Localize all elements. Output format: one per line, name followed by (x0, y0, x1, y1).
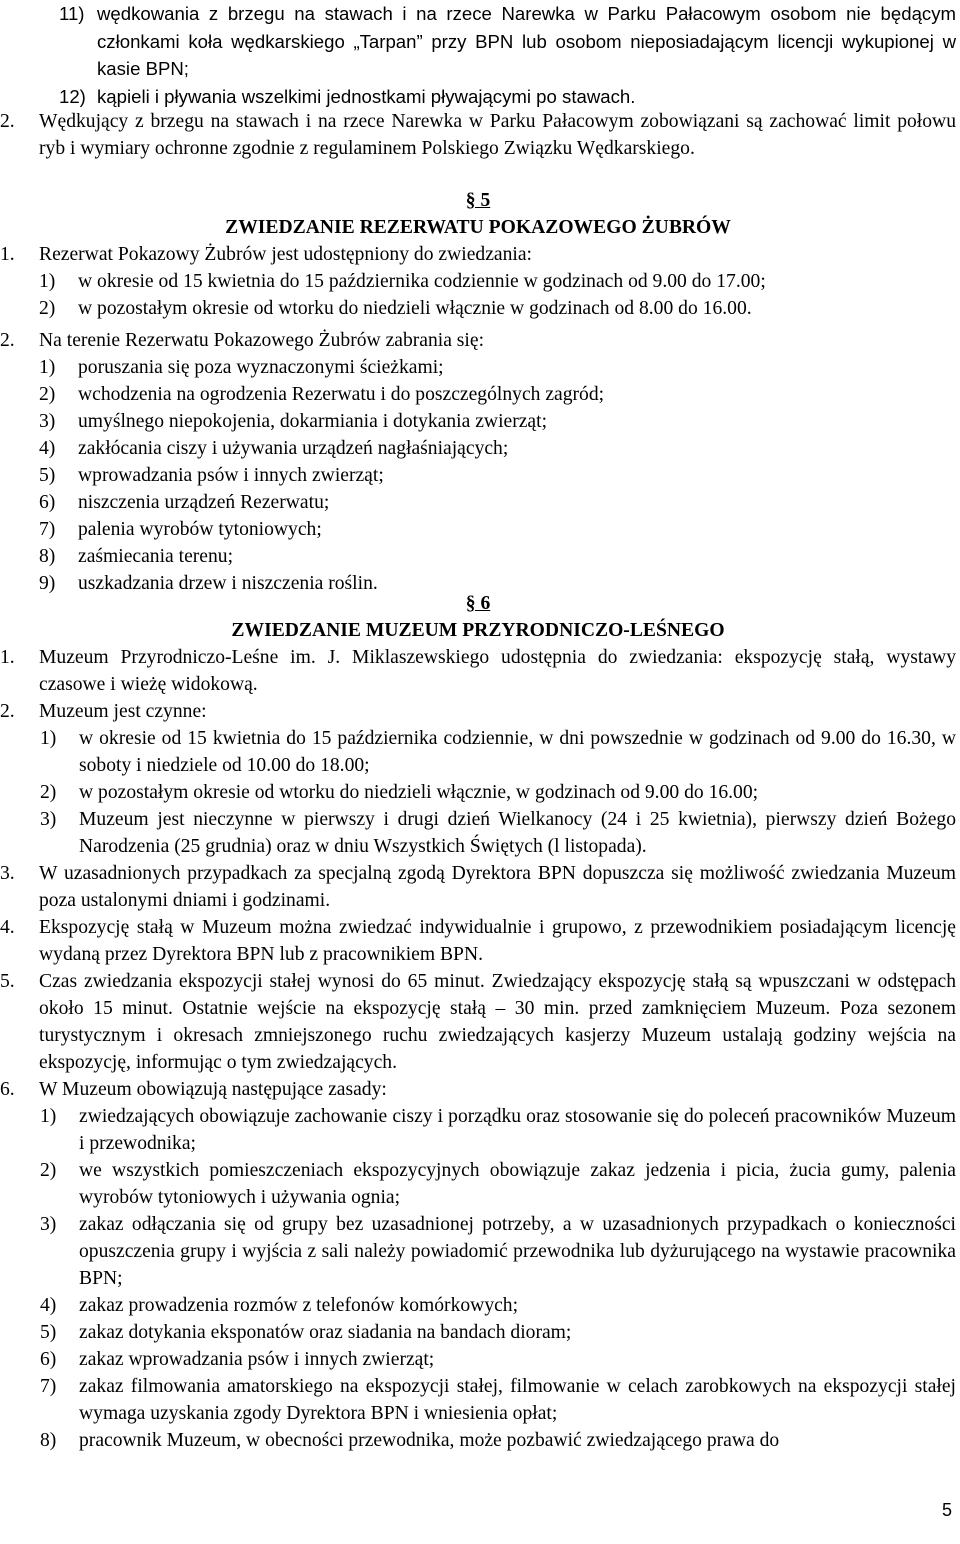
paragraph-1 (0, 241, 956, 268)
section-title: ZWIEDZANIE MUZEUM PRZYRODNICZO-LEŚNEGO (231, 620, 725, 641)
list-item (0, 1373, 956, 1427)
paragraph-text: Muzeum jest czynne: (39, 701, 207, 722)
paragraph-text: Rezerwat Pokazowy Żubrów jest udostępniony do zwiedzania: (39, 244, 532, 265)
list-item (0, 1319, 956, 1346)
list-item (0, 381, 956, 408)
item-text: w okresie od 15 kwietnia do 15 października codziennie w godzinach od 9.00 do 17.00; (78, 271, 766, 292)
list-item (0, 1211, 956, 1292)
list-item (0, 1427, 956, 1454)
list-item (0, 516, 956, 543)
item-number: 1) (39, 271, 56, 292)
item-number: 6) (40, 1349, 57, 1370)
item-number: 5) (39, 465, 56, 486)
paragraph-2 (0, 108, 956, 162)
item-text: palenia wyrobów tytoniowych; (78, 519, 322, 540)
paragraph-number: 2. (0, 701, 15, 722)
item-number: 5) (40, 1322, 57, 1343)
paragraph-3 (0, 860, 956, 914)
section-sign: § 5 (465, 190, 491, 211)
list-item (0, 543, 956, 570)
paragraph-number: 3. (0, 863, 15, 884)
list-item (38, 0, 956, 83)
list-item (0, 354, 956, 381)
paragraph-5 (0, 968, 956, 1076)
paragraph-number: 1. (0, 647, 15, 668)
item-number: 4) (40, 1295, 57, 1316)
item-number: 1) (39, 357, 56, 378)
item-text: pracownik Muzeum, w obecności przewodnika, może pozbawić zwiedzającego prawa do (79, 1430, 780, 1451)
item-text: zakaz odłączania się od grupy bez uzasadnionej potrzeby, a w uzasadnionych przypadkach o konieczności opuszczenia grupy i wyjścia z sali należy powiadomić przewodnika lub dyżurującego na wystawie pracownika BPN; (79, 1214, 956, 1289)
paragraph-text: Czas zwiedzania ekspozycji stałej wynosi do 65 minut. Zwiedzający ekspozycję stałą są wpuszczani w odstępach około 15 minut. Ostatnie wejście na ekspozycję stałą – 30 min. przed zamknięciem Muzeum. Poza sezonem turystycznym i okresach zmniejszonego ruchu zwiedzających kasjerzy Muzeum ustalają godziny wejścia na ekspozycję, informując o tym zwiedzających. (39, 971, 956, 1073)
paragraph-number: 1. (0, 244, 15, 265)
list-item (0, 489, 956, 516)
item-text: zaśmiecania terenu; (78, 546, 234, 567)
item-number: 3) (40, 1214, 57, 1235)
item-number: 1) (40, 1106, 57, 1127)
paragraph-text: Muzeum Przyrodniczo-Leśne im. J. Miklaszewskiego udostępnia do zwiedzania: ekspozycję stałą, wystawy czasowe i wieżę widokową. (39, 647, 956, 695)
section-sign: § 6 (465, 593, 491, 614)
item-text: w pozostałym okresie od wtorku do niedzieli włącznie, w godzinach od 9.00 do 16.00; (79, 782, 759, 803)
item-number: 4) (39, 438, 56, 459)
item-text: zakaz wprowadzania psów i innych zwierząt; (79, 1349, 435, 1370)
item-number: 6) (39, 492, 56, 513)
list-item (0, 435, 956, 462)
paragraph (0, 108, 956, 162)
item-number: 2) (39, 298, 56, 319)
item-number: 3) (40, 809, 57, 830)
item-number: 8) (39, 546, 56, 567)
section-6 (0, 590, 956, 1454)
item-text: w pozostałym okresie od wtorku do niedzieli włącznie w godzinach od 8.00 do 16.00. (78, 298, 752, 319)
item-text: zwiedzających obowiązuje zachowanie ciszy i porządku oraz stosowanie się do poleceń pracowników Muzeum i przewodnika; (79, 1106, 956, 1154)
list-item (0, 1292, 956, 1319)
paragraph-number: 2. (0, 111, 15, 132)
item-text: wchodzenia na ogrodzenia Rezerwatu i do poszczególnych zagród; (78, 384, 605, 405)
item-text: poruszania się poza wyznaczonymi ścieżkami; (78, 357, 444, 378)
paragraph-number: 5. (0, 971, 15, 992)
item-text: zakaz prowadzenia rozmów z telefonów komórkowych; (79, 1295, 519, 1316)
item-text: wprowadzania psów i innych zwierząt; (78, 465, 384, 486)
paragraph-2 (0, 327, 956, 354)
item-text: w okresie od 15 kwietnia do 15 października codziennie, w dni powszednie w godzinach od 9.00 do 16.30, w soboty i niedziele od 10.00 do 18.00; (79, 728, 956, 776)
section-5 (0, 187, 956, 597)
item-text: kąpieli i pływania wszelkimi jednostkami pływającymi po stawach. (97, 85, 636, 107)
list-item (0, 1346, 956, 1373)
list-item (0, 295, 956, 322)
paragraph-4 (0, 914, 956, 968)
item-text: wędkowania z brzegu na stawach i na rzece Narewka w Parku Pałacowym osobom nie będącym członkami koła wędkarskiego „Tarpan” przy BPN lub osobom nieposiadającym licencji wykupionej w kasie BPN; (97, 3, 956, 79)
item-text: niszczenia urządzeń Rezerwatu; (78, 492, 330, 513)
list-item (0, 1157, 956, 1211)
top-list (38, 0, 956, 110)
list-item (0, 806, 956, 860)
item-text: Muzeum jest nieczynne w pierwszy i drugi dzień Wielkanocy (24 i 25 kwietnia), pierwszy dzień Bożego Narodzenia (25 grudnia) oraz w dniu Wszystkich Świętych (l listopada). (79, 809, 956, 857)
list-item (0, 408, 956, 435)
item-number: 2) (40, 1160, 57, 1181)
item-number: 2) (40, 782, 57, 803)
item-text: uszkadzania drzew i niszczenia roślin. (78, 573, 378, 594)
item-text: umyślnego niepokojenia, dokarmiania i dotykania zwierząt; (78, 411, 548, 432)
list-item (0, 1103, 956, 1157)
item-number: 12) (59, 85, 86, 107)
paragraph-text: Wędkujący z brzegu na stawach i na rzece Narewka w Parku Pałacowym zobowiązani są zachować limit połowu ryb i wymiary ochronne zgodnie z regulaminem Polskiego Związku Wędkarskiego. (39, 111, 956, 159)
paragraph-text: Ekspozycję stałą w Muzeum można zwiedzać indywidualnie i grupowo, z przewodnikiem posiadającym licencję wydaną przez Dyrektora BPN lub z pracownikiem BPN. (39, 917, 956, 965)
item-number: 8) (40, 1430, 57, 1451)
list-item (0, 462, 956, 489)
paragraph-text: W Muzeum obowiązują następujące zasady: (39, 1079, 387, 1100)
paragraph-6 (0, 1076, 956, 1103)
paragraph-2 (0, 698, 956, 725)
list-item (0, 725, 956, 779)
item-text: zakaz dotykania eksponatów oraz siadania na bandach dioram; (79, 1322, 572, 1343)
list-item (38, 83, 956, 111)
page-number: 5 (941, 1500, 952, 1520)
paragraph-text: Na terenie Rezerwatu Pokazowego Żubrów zabrania się: (39, 330, 485, 351)
paragraph-number: 6. (0, 1079, 15, 1100)
section-title: ZWIEDZANIE REZERWATU POKAZOWEGO ŻUBRÓW (225, 217, 731, 238)
item-number: 7) (39, 519, 56, 540)
item-number: 2) (39, 384, 56, 405)
item-text: zakłócania ciszy i używania urządzeń nagłaśniających; (78, 438, 509, 459)
item-number: 3) (39, 411, 56, 432)
item-number: 11) (59, 3, 85, 24)
paragraph-text: W uzasadnionych przypadkach za specjalną zgodą Dyrektora BPN dopuszcza się możliwość zwiedzania Muzeum poza ustalonymi dniami i godzinami. (39, 863, 956, 911)
list-item (0, 268, 956, 295)
paragraph-1 (0, 644, 956, 698)
paragraph-number: 2. (0, 330, 15, 351)
item-text: zakaz filmowania amatorskiego na ekspozycji stałej, filmowanie w celach zarobkowych na ekspozycji stałej wymaga uzyskania zgody Dyrektora BPN i wniesienia opłat; (79, 1376, 956, 1424)
list-item (0, 779, 956, 806)
paragraph-number: 4. (0, 917, 15, 938)
item-number: 7) (40, 1376, 57, 1397)
item-text: we wszystkich pomieszczeniach ekspozycyjnych obowiązuje zakaz jedzenia i picia, żucia gumy, palenia wyrobów tytoniowych i używania ognia; (79, 1160, 956, 1208)
item-number: 1) (40, 728, 57, 749)
item-number: 9) (39, 573, 56, 594)
